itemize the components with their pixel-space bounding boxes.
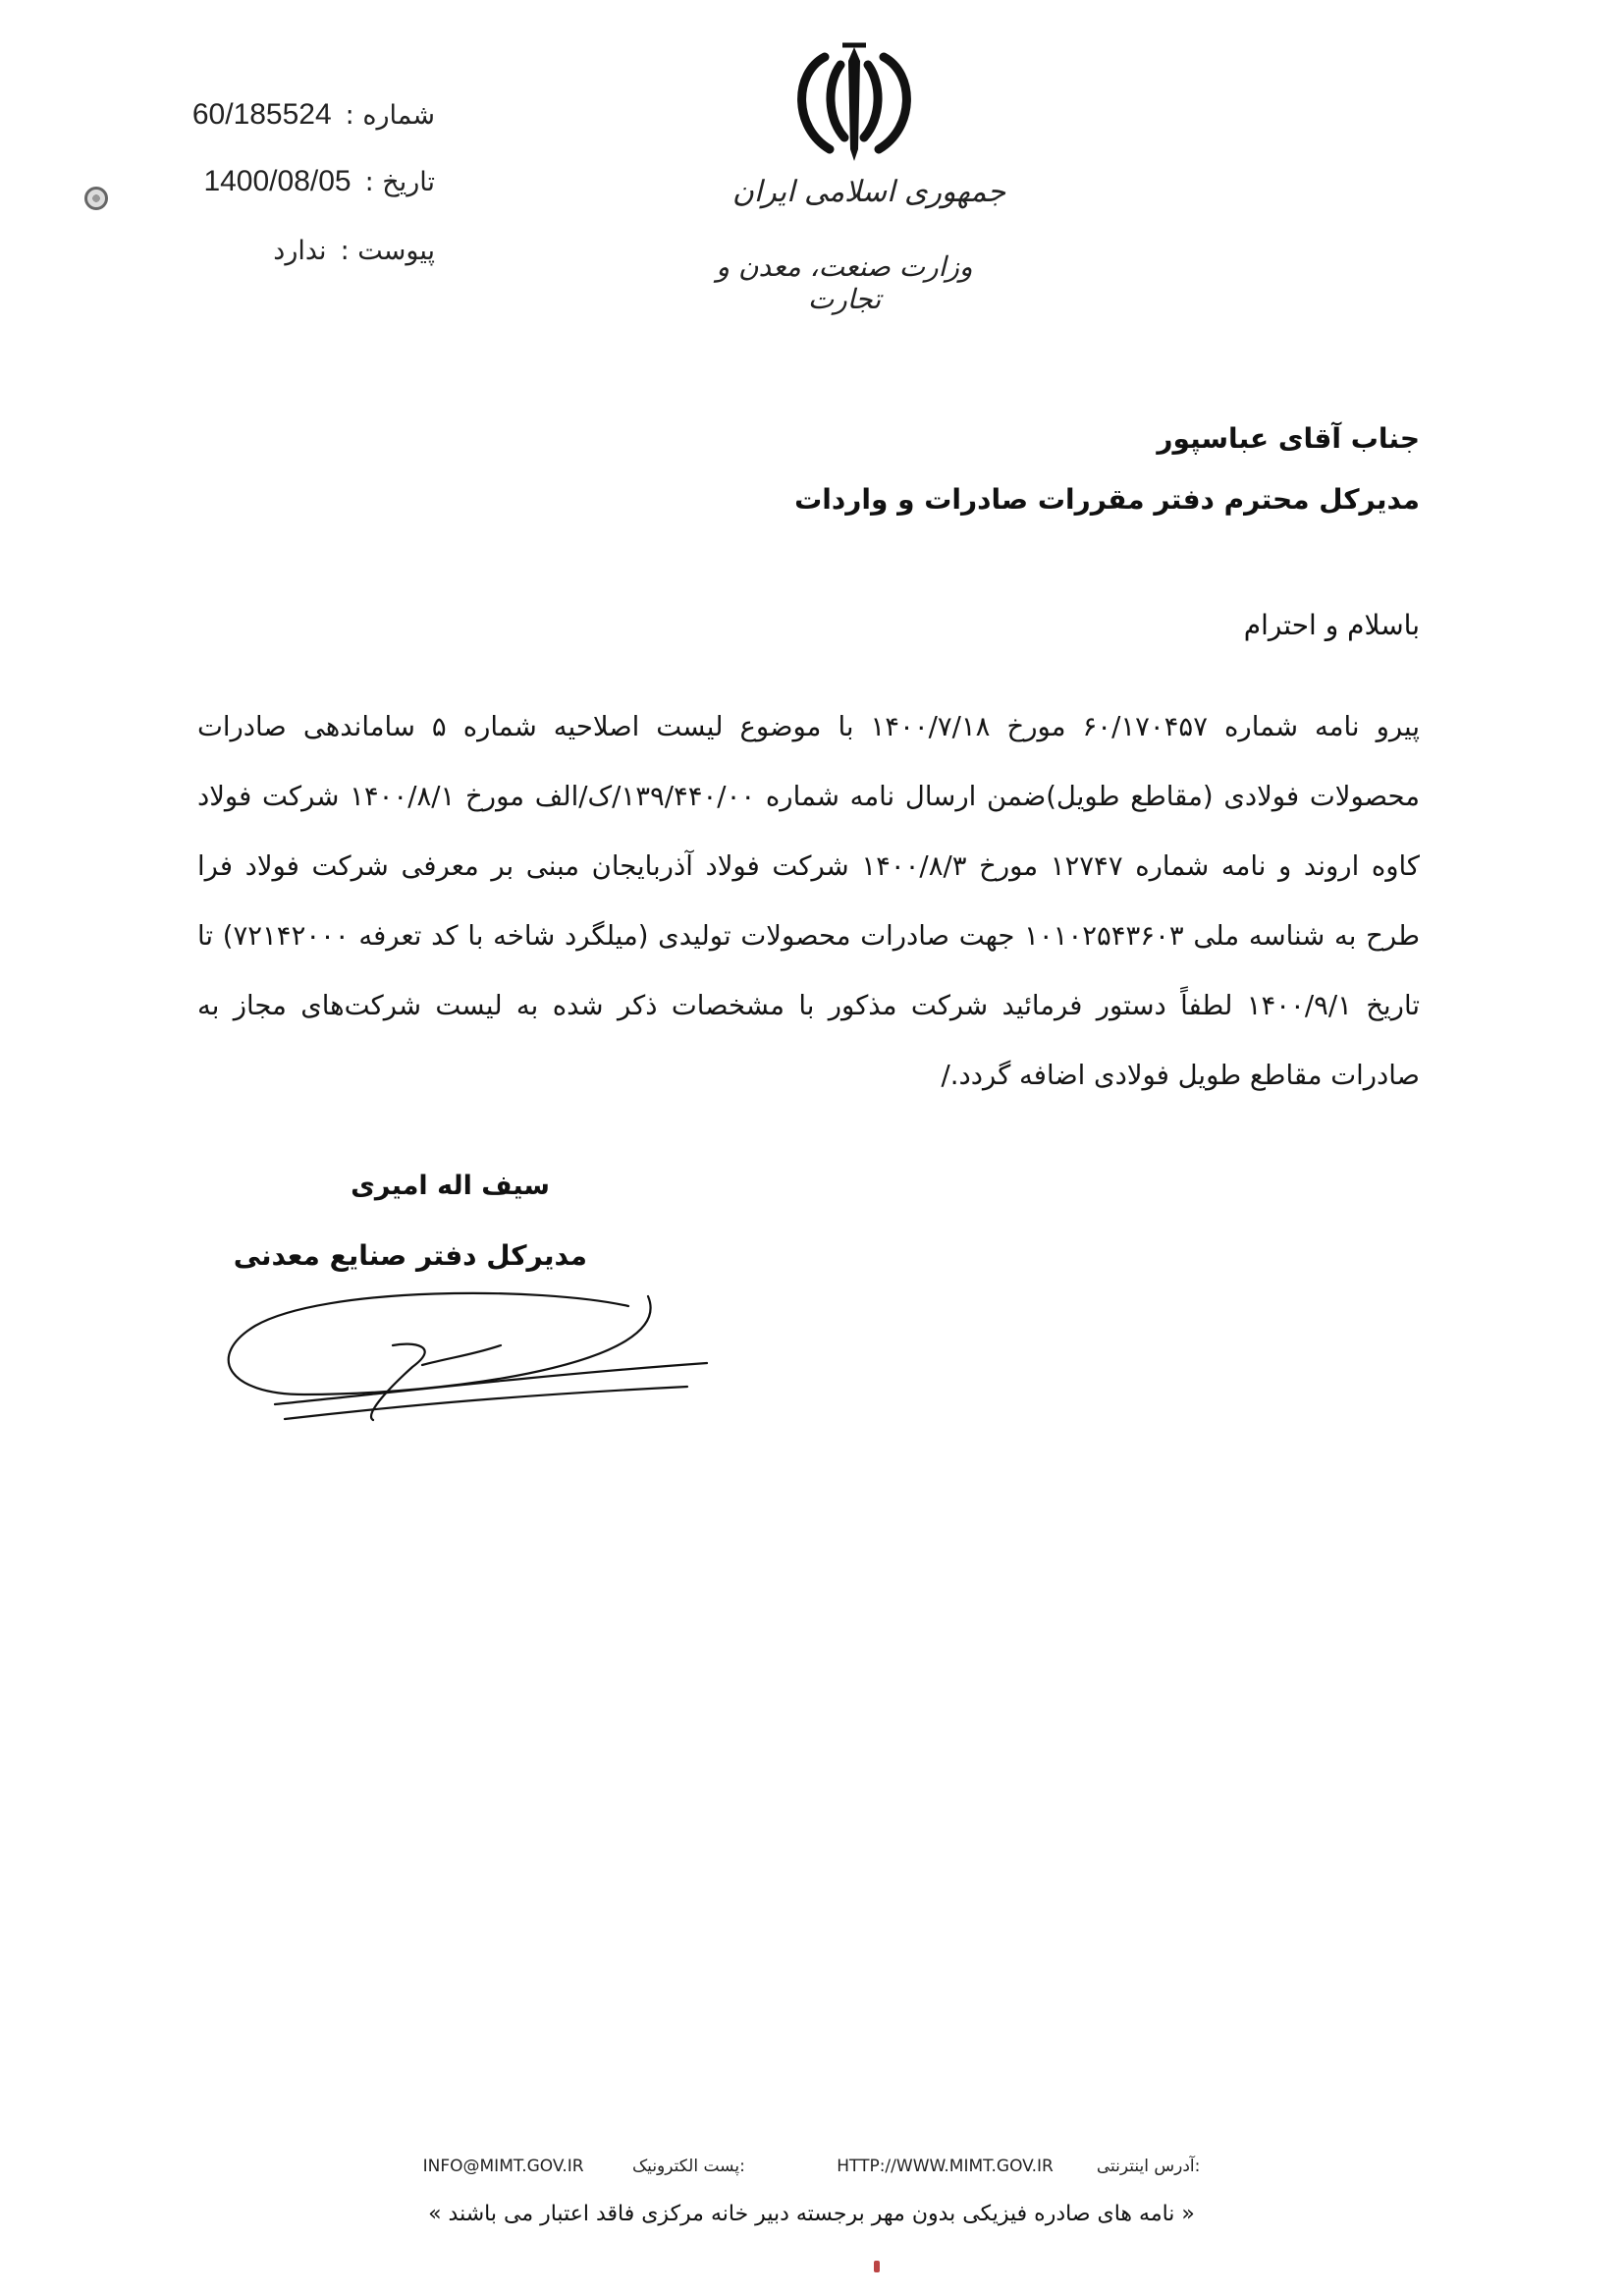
footer-contact — [0, 2157, 1623, 2176]
handwritten-signature-icon — [216, 1247, 727, 1444]
footer-email — [402, 2157, 767, 2176]
footer-website-value[interactable]: HTTP://WWW.MIMT.GOV.IR — [837, 2157, 1054, 2176]
letter-date-value: 1400/08/05 — [203, 165, 352, 197]
letter-number — [192, 98, 435, 132]
footer-website — [815, 2157, 1221, 2176]
greeting: باسلام و احترام — [1243, 609, 1420, 641]
letter-attachment-value: ندارد — [273, 236, 327, 266]
government-title: جمهوری اسلامی ایران — [731, 175, 1006, 209]
letter-number-label: شماره : — [345, 100, 435, 131]
letter-attachment — [273, 236, 435, 266]
footer-email-value[interactable]: INFO@MIMT.GOV.IR — [422, 2157, 584, 2176]
letter-attachment-label: پیوست : — [340, 236, 435, 266]
signer-name: سیف اله امیری — [351, 1171, 550, 1201]
letter-body: پیرو نامه شماره ۶۰/۱۷۰۴۵۷ مورخ ۱۴۰۰/۷/۱۸ با موضوع لیست اصلاحیه شماره ۵ ساماندهی صادرات محصولات فولادی (مقاطع طویل)ضمن ارسال نامه شماره ۱۳۹/۴۴۰/۰۰/ک/الف مورخ ۱۴۰۰/۸/۱ شرکت فولاد کاوه اروند و نامه شماره ۱۲۷۴۷ مورخ ۱۴۰۰/۸/۳ شرکت فولاد آذربایجان مبنی بر معرفی شرکت فولاد فرا طرح به شناسه ملی ۱۰۱۰۲۵۴۳۶۰۳ جهت صادرات محصولات تولیدی (میلگرد شاخه با کد تعرفه ۷۲۱۴۲۰۰۰) تا تاریخ ۱۴۰۰/۹/۱ لطفاً دستور فرمائید شرکت مذکور با مشخصات ذکر شده به لیست شرکت‌های مجاز به صادرات مقاطع طویل فولادی اضافه گردد./ — [197, 711, 1421, 1091]
scan-mark-icon — [874, 2261, 880, 2272]
letter-number-value: 60/185524 — [191, 98, 332, 131]
footer-website-label: آدرس اینترنتی: — [1096, 2157, 1201, 2176]
letter-date-label: تاریخ : — [364, 167, 435, 197]
signer-title: مدیرکل دفتر صنایع معدنی — [233, 1239, 587, 1272]
addressee-name: جناب آقای عباسپور — [1157, 422, 1420, 455]
seal-dot-icon — [84, 187, 108, 210]
addressee-title: مدیرکل محترم دفتر مقررات صادرات و واردات — [794, 483, 1420, 516]
letter-date — [203, 165, 435, 198]
iran-emblem-icon — [766, 39, 943, 167]
footer-email-label: پست الکترونیک: — [631, 2157, 745, 2176]
ministry-title: وزارت صنعت، معدن و تجارت — [716, 250, 973, 315]
footer-notice: « نامه های صادره فیزیکی بدون مهر برجسته دبیر خانه مرکزی فاقد اعتبار می باشند » — [428, 2202, 1195, 2226]
